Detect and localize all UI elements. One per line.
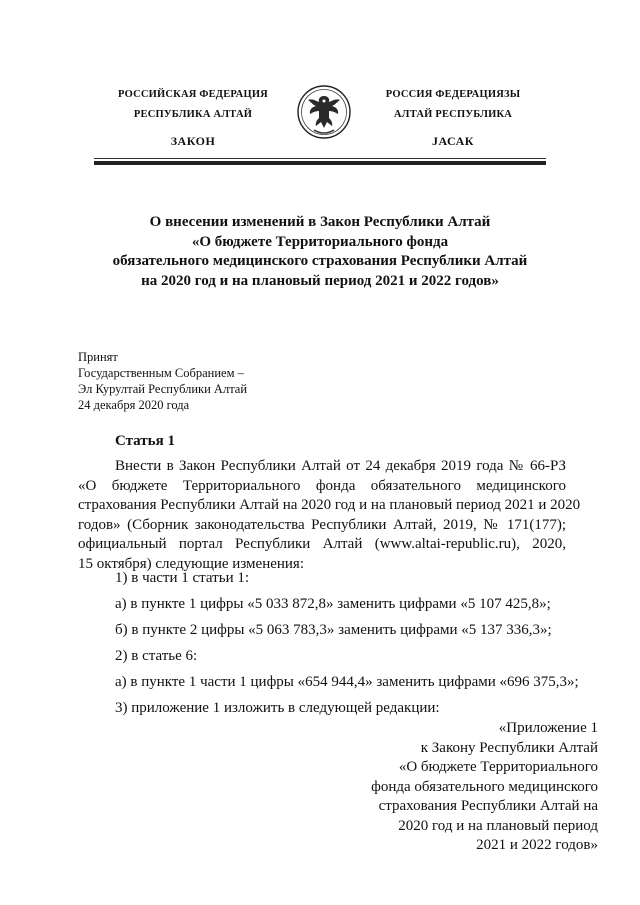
appendix-line: «Приложение 1 bbox=[498, 720, 598, 736]
appendix-caption bbox=[371, 719, 598, 856]
paragraph-line: Внести в Закон Республики Алтай от 24 декабря 2019 года № 66-РЗ bbox=[115, 458, 566, 474]
appendix-line: 2021 и 2022 годов» bbox=[476, 837, 598, 853]
header-left-doc-type: ЗАКОН bbox=[170, 134, 216, 148]
paragraph-line: официальный портал Республики Алтай (www.altai-republic.ru), 2020, bbox=[78, 536, 566, 552]
title-line: О внесении изменений в Закон Республики Алтай bbox=[149, 214, 491, 230]
amendment-item: 2) в статье 6: bbox=[115, 648, 198, 664]
adoption-info bbox=[78, 349, 247, 413]
header-divider-thick bbox=[94, 161, 546, 165]
title-line: обязательного медицинского страхования Республики Алтай bbox=[112, 253, 528, 269]
amendment-item: 1) в части 1 статьи 1: bbox=[115, 570, 250, 586]
amendment-item: б) в пункте 2 цифры «5 063 783,3» заменить цифрами «5 137 336,3»; bbox=[115, 622, 552, 638]
adoption-line: Государственным Собранием – bbox=[78, 366, 244, 380]
article-intro-paragraph bbox=[78, 457, 581, 574]
header-left-country: РОССИЙСКАЯ ФЕДЕРАЦИЯ bbox=[118, 89, 268, 100]
header-right-republic: АЛТАЙ РЕСПУБЛИКА bbox=[393, 109, 513, 120]
law-title bbox=[80, 213, 560, 291]
appendix-line: фонда обязательного медицинского bbox=[371, 778, 598, 795]
paragraph-line: 15 октября) следующие изменения: bbox=[78, 555, 304, 572]
adoption-line: Принят bbox=[78, 350, 118, 364]
adoption-line: Эл Курултай Республики Алтай bbox=[78, 382, 248, 396]
appendix-line: «О бюджете Территориального bbox=[398, 759, 598, 775]
header-left-republic: РЕСПУБЛИКА АЛТАЙ bbox=[133, 109, 253, 120]
title-line: на 2020 год и на плановый период 2021 и 2022 годов» bbox=[141, 272, 499, 289]
amendment-item: а) в пункте 1 части 1 цифры «654 944,4» заменить цифрами «696 375,3»; bbox=[115, 674, 579, 690]
article-heading: Статья 1 bbox=[115, 433, 175, 449]
paragraph-line: страхования Республики Алтай на 2020 год и на плановый период 2021 и 2020 bbox=[78, 497, 581, 513]
header-left bbox=[98, 88, 288, 149]
appendix-line: страхования Республики Алтай на bbox=[378, 798, 598, 814]
appendix-line: 2020 год и на плановый период bbox=[398, 817, 598, 834]
amendment-item: 3) приложение 1 изложить в следующей редакции: bbox=[115, 700, 440, 716]
title-line: «О бюджете Территориального фонда bbox=[191, 233, 449, 250]
paragraph-line: годов» (Сборник законодательства Республики Алтай, 2019, № 171(177); bbox=[78, 516, 566, 533]
header-divider-thin bbox=[94, 158, 546, 159]
header-right-country: РОССИЯ ФЕДЕРАЦИЯЗЫ bbox=[385, 89, 521, 100]
appendix-line: к Закону Республики Алтай bbox=[420, 739, 598, 756]
paragraph-line: «О бюджете Территориального фонда обязательного медицинского bbox=[78, 477, 566, 494]
adoption-date: 24 декабря 2020 года bbox=[78, 398, 190, 412]
header-right-doc-type: JАСАК bbox=[431, 134, 474, 148]
amendment-item: а) в пункте 1 цифры «5 033 872,8» заменить цифрами «5 107 425,8»; bbox=[115, 596, 551, 612]
header-right bbox=[358, 88, 548, 149]
coat-of-arms-emblem bbox=[294, 84, 354, 140]
